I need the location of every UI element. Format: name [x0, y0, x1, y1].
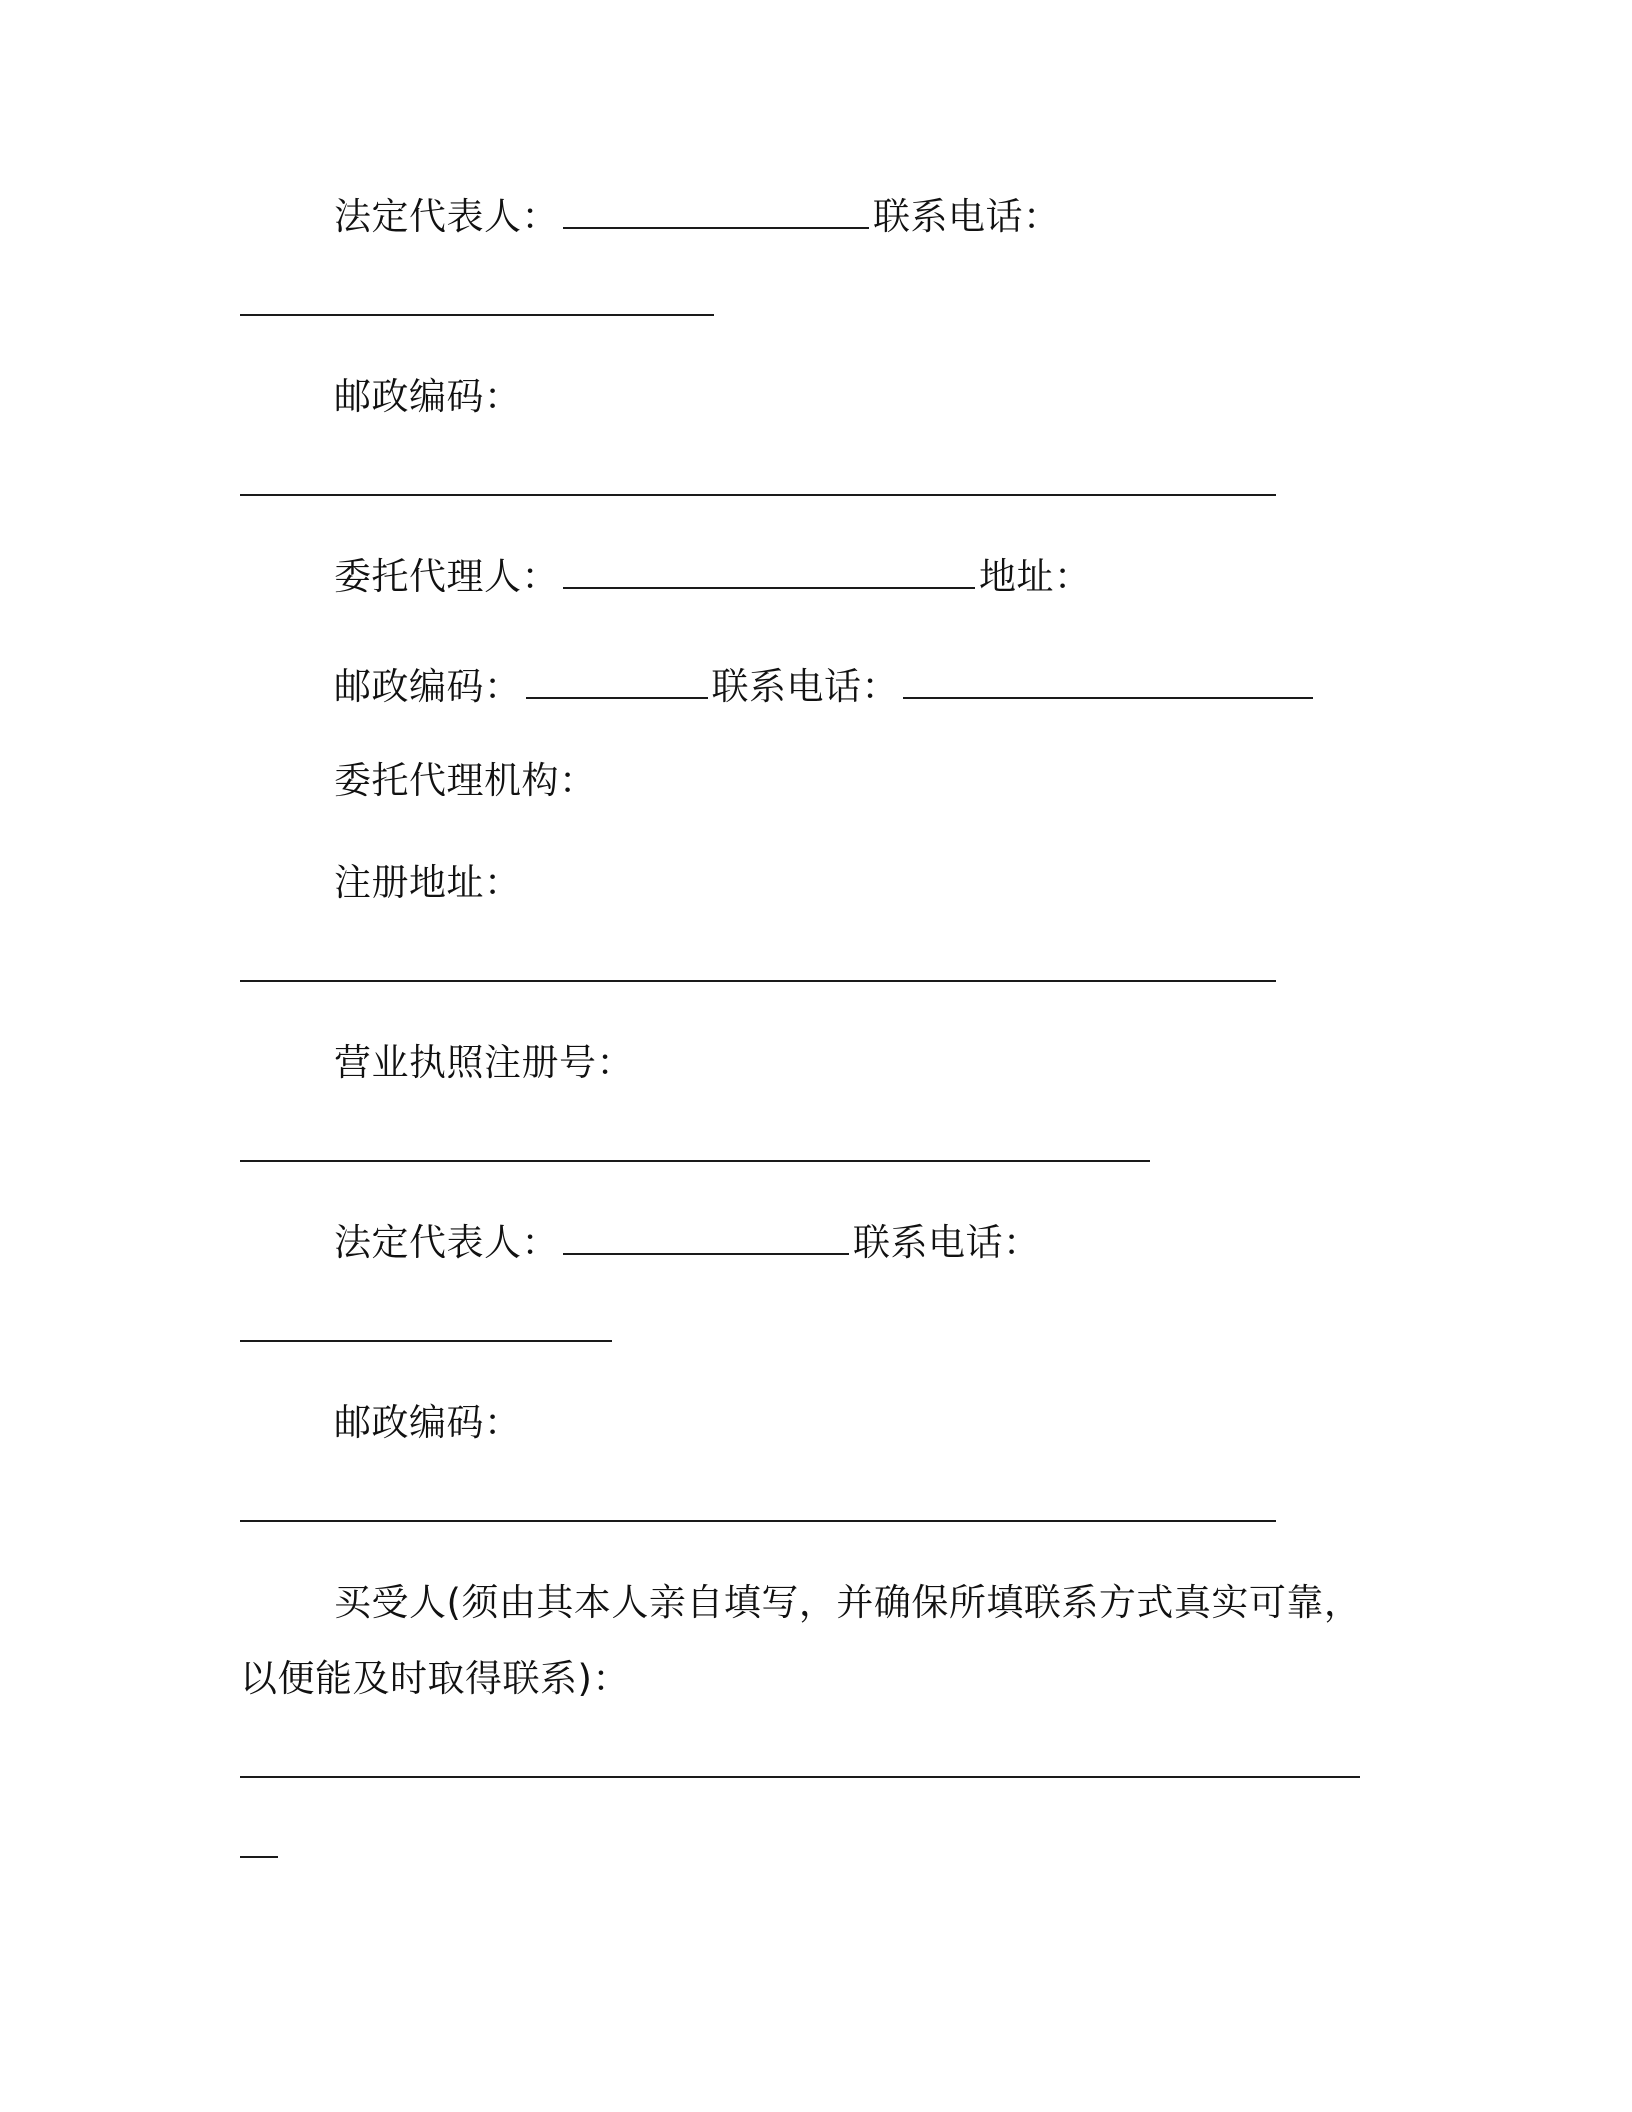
agent-postal-blank[interactable] [526, 693, 708, 699]
agent-phone-blank[interactable] [903, 693, 1313, 699]
postal-2-blank[interactable] [240, 1520, 1276, 1522]
buyer-text-1: 买受人(须由其本人亲自填写，并确保所填联系方式真实可靠， [334, 1581, 1362, 1624]
buyer-line-2 [240, 1657, 630, 1700]
postal-2-row [334, 1401, 522, 1444]
agent-address-label: 地址： [979, 555, 1092, 598]
buyer-blank-2[interactable] [240, 1856, 278, 1858]
legal-rep-2-phone-label: 联系电话： [853, 1221, 1041, 1264]
license-blank[interactable] [240, 1160, 1150, 1162]
agency-row [334, 759, 597, 802]
legal-rep-2-row [334, 1221, 1041, 1264]
legal-rep-1-row [334, 195, 1061, 238]
legal-rep-1-phone-blank[interactable] [240, 314, 714, 316]
legal-rep-2-phone-blank[interactable] [240, 1340, 612, 1342]
legal-rep-1-phone-label: 联系电话： [873, 195, 1061, 238]
license-label: 营业执照注册号： [334, 1041, 634, 1084]
license-row [334, 1041, 634, 1084]
agent-contact-row [334, 665, 1317, 708]
registered-address-blank[interactable] [240, 980, 1276, 982]
buyer-blank-1[interactable] [240, 1776, 1360, 1778]
postal-1-label: 邮政编码： [334, 375, 522, 418]
agent-label: 委托代理人： [334, 555, 559, 598]
legal-rep-1-blank[interactable] [563, 223, 869, 229]
legal-rep-1-label: 法定代表人： [334, 195, 559, 238]
registered-address-row [334, 861, 522, 904]
buyer-line-1 [334, 1581, 1362, 1624]
legal-rep-2-label: 法定代表人： [334, 1221, 559, 1264]
registered-address-label: 注册地址： [334, 861, 522, 904]
agent-row [334, 555, 1092, 598]
buyer-text-2: 以便能及时取得联系)： [240, 1657, 630, 1700]
legal-rep-2-blank[interactable] [563, 1249, 849, 1255]
agent-postal-label: 邮政编码： [334, 665, 522, 708]
agent-name-blank[interactable] [563, 583, 975, 589]
postal-1-blank[interactable] [240, 494, 1276, 496]
postal-1-row [334, 375, 522, 418]
agent-phone-label: 联系电话： [711, 665, 899, 708]
agency-label: 委托代理机构： [334, 759, 597, 802]
postal-2-label: 邮政编码： [334, 1401, 522, 1444]
